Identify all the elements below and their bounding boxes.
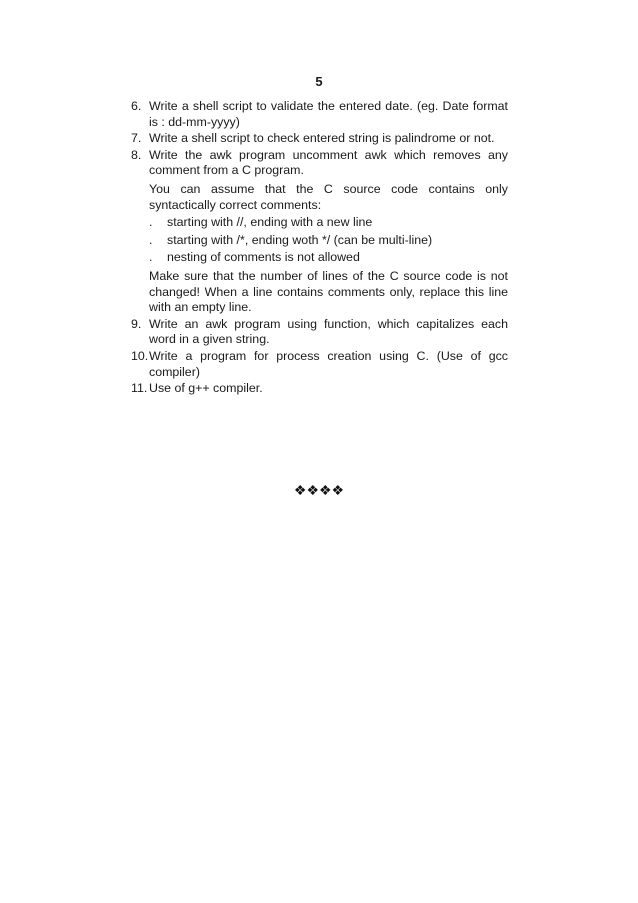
item-text: Write a program for process creation using C. (Use of gcc compiler) [149,348,508,379]
item-text: Write the awk program uncomment awk which removes any comment from a C program. [149,147,508,178]
exercise-list [131,99,508,398]
bullet-mark: . [149,232,153,247]
list-item [131,99,508,130]
item-number: 8. [131,147,142,162]
bullet-item [149,250,508,266]
page-number: 5 [315,74,323,89]
list-item [131,317,508,348]
item-text: Write an awk program using function, which capitalizes each word in a given string. [149,316,508,347]
item-number: 10. [131,348,149,363]
item-paragraph: You can assume that the C source code contains only syntactically correct comments: [149,181,508,212]
bullet-mark: . [149,250,153,265]
list-item [131,148,508,316]
bullet-item [149,233,508,249]
item-body [149,148,508,316]
item-text: Write a shell script to check entered string is palindrome or not. [149,131,495,146]
item-text: Write a shell script to validate the entered date. (eg. Date format is : dd-mm-yyyy) [149,99,508,129]
item-text: Use of g++ compiler. [149,381,263,396]
item-number: 6. [131,99,142,113]
bullet-text: starting with //, ending with a new line [167,215,373,230]
bullet-item [149,215,508,231]
bullet-mark: . [149,215,153,230]
item-number: 11. [131,381,148,396]
bullet-text: starting with /*, ending woth */ (can be multi-line) [167,232,433,247]
item-paragraph: Make sure that the number of lines of the C source code is not changed! When a line contains comments only, replace this line with an empty line. [149,268,508,315]
list-item [131,349,508,380]
item-number: 9. [131,316,142,331]
section-end-ornament: ❖❖❖❖ [293,482,345,498]
item-number: 7. [131,131,142,146]
list-item [131,381,508,397]
bullet-text: nesting of comments is not allowed [167,250,360,265]
list-item [131,131,508,147]
